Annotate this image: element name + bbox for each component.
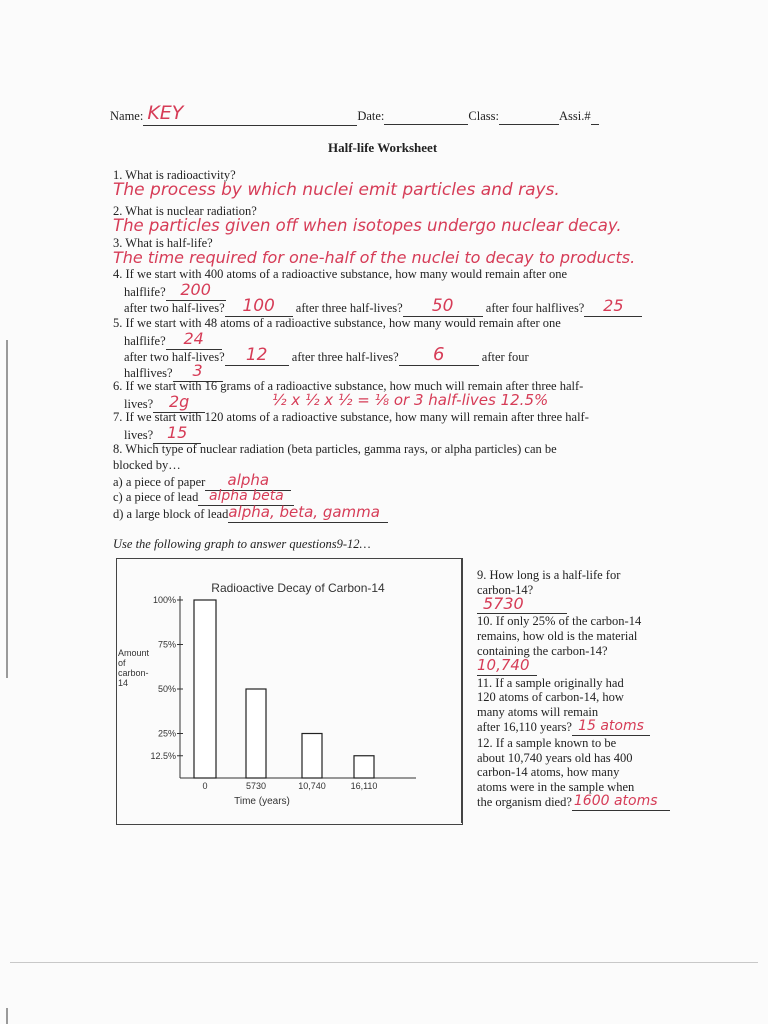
bars	[194, 600, 374, 778]
x-tick-label: 16,110	[350, 781, 378, 791]
q5-four-answer: 3	[192, 361, 203, 380]
q4-line1: 4. If we start with 400 atoms of a radioactive substance, how many would remain after one	[113, 267, 568, 281]
q10-blank	[477, 655, 537, 676]
date-field	[384, 109, 468, 125]
scan-edge-mark	[6, 340, 8, 678]
q5-one-label: halflife?	[124, 334, 166, 348]
q2-text: 2. What is nuclear radiation?	[113, 204, 257, 218]
q4-four-answer: 25	[603, 296, 624, 315]
q4-one-label: halflife?	[124, 285, 166, 299]
q10-line: remains, how old is the material	[477, 629, 638, 644]
q8-d-answer: alpha, beta, gamma	[228, 503, 380, 521]
q6-lives-label: lives?	[124, 397, 154, 411]
q10-line: 10. If only 25% of the carbon-14	[477, 614, 642, 629]
q11-last-row	[477, 717, 670, 736]
q5-four-label2: halflives?	[124, 366, 173, 380]
y-axis-label-line: Amount	[118, 648, 150, 658]
q6-work: ½ x ½ x ½ = ⅛ or 3 half-lives 12.5%	[272, 391, 549, 409]
q4-three-answer: 50	[431, 296, 454, 316]
y-axis-label-line: carbon-	[118, 668, 149, 678]
carbon-14-decay-chart	[116, 558, 461, 823]
y-axis-label-line: of	[118, 658, 126, 668]
q9-block	[477, 568, 670, 614]
q4-one-answer: 200	[180, 280, 211, 299]
q3-text: 3. What is half-life?	[113, 236, 213, 250]
y-tick-label: 12.5%	[150, 750, 176, 761]
assi-label: Assi.#	[558, 109, 591, 123]
q10-block	[477, 614, 670, 675]
y-ticks	[150, 595, 183, 761]
q12-last: the organism died?	[477, 794, 572, 809]
side-divider	[461, 558, 462, 823]
assi-field	[591, 109, 599, 125]
q11-answer: 15 atoms	[578, 717, 644, 734]
graph-instruction: Use the following graph to answer questions9-12…	[113, 537, 371, 551]
x-tick-label: 10,740	[298, 781, 326, 791]
q9-answer-row	[477, 593, 670, 615]
q5-three-answer: 6	[432, 344, 445, 365]
q8-c-answer: alpha beta	[208, 488, 284, 504]
chart-title: Radioactive Decay of Carbon-14	[211, 581, 385, 595]
q8-line2: blocked by…	[113, 458, 181, 472]
q8-d-blank	[228, 503, 388, 523]
bar	[194, 600, 216, 778]
q5-three-blank	[399, 344, 479, 366]
y-tick-label: 25%	[157, 728, 176, 739]
q12-block	[477, 736, 670, 811]
q12-last-row	[477, 792, 670, 811]
y-axis-label	[118, 648, 150, 688]
q12-line: about 10,740 years old has 400	[477, 750, 633, 765]
q6-answer: 2g	[169, 392, 190, 411]
side-questions	[477, 568, 670, 811]
y-axis-label-line: 14	[118, 678, 129, 688]
q5-two-answer: 12	[245, 345, 268, 365]
q4-four-blank	[584, 296, 642, 317]
q11-block	[477, 676, 670, 736]
q12-line: atoms were in the sample when	[477, 780, 635, 795]
bar	[246, 689, 266, 778]
q9-line: carbon-14?	[477, 582, 534, 597]
date-label: Date:	[357, 109, 385, 123]
y-tick-label: 75%	[157, 639, 176, 650]
q9-blank	[477, 593, 567, 615]
name-value: KEY	[147, 102, 184, 124]
q10-answer-row	[477, 655, 670, 676]
bar	[354, 756, 374, 778]
x-tick-label: 5730	[245, 781, 267, 791]
q5-one-answer: 24	[183, 329, 204, 348]
q5-two-label: after two half-lives?	[124, 350, 225, 364]
q7-lives-label: lives?	[124, 428, 154, 442]
q4-two-label: after two half-lives?	[124, 301, 225, 315]
q10-answer: 10,740	[477, 655, 530, 674]
scan-footer-line	[10, 962, 758, 963]
q11-line: many atoms will remain	[477, 705, 599, 720]
x-tick-labels	[202, 781, 377, 791]
q4-two-blank	[225, 296, 293, 317]
q8-a-answer: alpha	[227, 471, 270, 489]
q2-answer: The particles given off when isotopes undergo nuclear decay.	[113, 216, 622, 235]
q5-three-label: after three half-lives?	[291, 350, 399, 364]
q8-a-label: a) a piece of paper	[113, 475, 206, 489]
y-tick-label: 50%	[157, 684, 176, 694]
page-title: Half-life Worksheet	[328, 140, 438, 155]
q3-answer: The time required for one-half of the nuclei to decay to products.	[113, 248, 636, 267]
q7-answer: 15	[166, 423, 188, 442]
q8-d-label: d) a large block of lead	[113, 507, 229, 521]
q4-two-answer: 100	[242, 296, 275, 316]
q10-line: containing the carbon-14?	[477, 643, 608, 658]
q4-three-blank	[403, 296, 483, 317]
q5-line1: 5. If we start with 48 atoms of a radioactive substance, how many would remain after one	[113, 316, 561, 330]
q11-line: 11. If a sample originally had	[477, 675, 624, 690]
q9-line: 9. How long is a half-life for	[477, 568, 621, 582]
q6-line1: 6. If we start with 16 grams of a radioactive substance, how much will remain after three half-	[113, 379, 584, 393]
q12-answer: 1600 atoms	[573, 792, 658, 809]
y-tick-label: 100%	[152, 595, 176, 605]
name-label: Name:	[110, 109, 144, 123]
q4-four-label: after four halflives?	[485, 301, 585, 315]
q7-line1: 7. If we start with 120 atoms of a radioactive substance, how many will remain after three half-	[113, 410, 589, 424]
bar	[302, 734, 322, 779]
q12-line: carbon-14 atoms, how many	[477, 765, 620, 780]
q12-line: 12. If a sample known to be	[477, 735, 617, 750]
q11-blank	[572, 717, 650, 736]
x-tick-label: 0	[202, 781, 208, 791]
q8-line1: 8. Which type of nuclear radiation (beta particles, gamma rays, or alpha particles) can be	[113, 442, 557, 456]
q11-line: 120 atoms of carbon-14, how	[477, 690, 624, 705]
q11-last: after 16,110 years?	[477, 719, 572, 734]
q4-three-label: after three half-lives?	[295, 301, 403, 315]
q5-four-label: after four	[481, 350, 529, 364]
class-label: Class:	[468, 109, 499, 123]
header-row	[110, 103, 670, 126]
q4-line3	[124, 296, 642, 317]
q1-text: 1. What is radioactivity?	[113, 168, 236, 182]
q8-d	[113, 503, 388, 523]
q12-blank	[572, 792, 670, 811]
x-axis-label: Time (years)	[234, 796, 290, 807]
name-field	[143, 103, 357, 126]
q9-answer: 5730	[483, 593, 524, 613]
class-field	[499, 109, 559, 125]
q1-answer: The process by which nuclei emit particles and rays.	[113, 180, 560, 200]
q8-c-label: c) a piece of lead	[113, 490, 199, 504]
q5-two-blank	[225, 345, 289, 366]
scan-edge-mark-bottom	[6, 1008, 8, 1024]
